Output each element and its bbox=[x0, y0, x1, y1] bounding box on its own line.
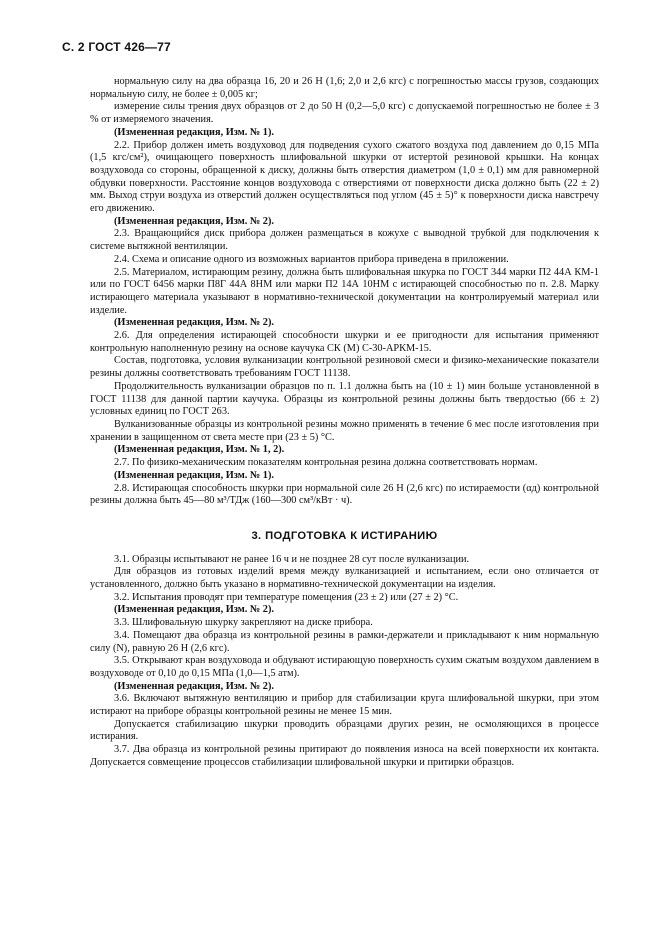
paragraph: 3.1. Образцы испытывают не ранее 16 ч и не позднее 28 сут после вулканизации. bbox=[114, 553, 470, 565]
paragraph: 3.5. Открывают кран воздуховода и обдувают истирающую поверхность сухим сжатым воздухом давлением в воздуховоде от 0,10 до 0,15 МПа (1,0—1,5 атм). bbox=[90, 655, 599, 679]
paragraph: 3.2. Испытания проводят при температуре помещения (23 ± 2) или (27 ± 2) °С. bbox=[114, 591, 459, 603]
paragraph: 3.3. Шлифовальную шкурку закрепляют на диске прибора. bbox=[114, 617, 373, 629]
paragraph: Продолжительность вулканизации образцов по п. 1.1 должна быть на (10 ± 1) мин больше установленной в ГОСТ 11138 для данной партии каучука. Образцы из контрольной резины должны быть твердостью (66 ± 2) условных единиц по ГОСТ 263. bbox=[90, 380, 599, 418]
section-heading: 3. ПОДГОТОВКА К ИСТИРАНИЮ bbox=[251, 529, 438, 542]
paragraph: Вулканизованные образцы из контрольной резины можно применять в течение 6 мес после изготовления при хранении в защищенном от света месте при (23 ± 5) °С. bbox=[90, 418, 599, 443]
paragraph: 2.5. Материалом, истирающим резину, должна быть шлифовальная шкурка по ГОСТ 344 марки П2 44А КМ-1 или по ГОСТ 6456 марки П8Г 44А 8НМ или марки П2 14А 10НМ с истирающей способностью по п. 2.8. Марку истирающего материала указывают в нормативно-технической документации на контролируемый материал или изделие. bbox=[90, 266, 599, 316]
paragraph: Для образцов из готовых изделий время между вулканизацией и испытанием, если оно отличается от установленного, должно быть указано в нормативно-технической документации на изделия. bbox=[90, 566, 599, 591]
paragraph: 2.7. По физико-механическим показателям контрольная резина должна соответствовать нормам. bbox=[114, 457, 538, 469]
paragraph: нормальную силу на два образца 16, 20 и 26 Н (1,6; 2,0 и 2,6 кгс) с погрешностью массы грузов, создающих нормальную силу, не более ± 0,005 кг; bbox=[90, 76, 599, 100]
paragraph: 2.3. Вращающийся диск прибора должен размещаться в кожухе с выводной трубкой для подключения к системе вытяжной вентиляции. bbox=[90, 228, 599, 253]
paragraph: 3.6. Включают вытяжную вентиляцию и прибор для стабилизации круга шлифовальной шкурки, при этом истирают на приборе образцы контрольной резины не менее 15 мин. bbox=[90, 693, 599, 718]
section-3-body bbox=[90, 554, 599, 770]
paragraph: 3.4. Помещают два образца из контрольной резины в рамки-держатели и прикладывают к ним нормальную силу (N), равную 26 Н (2,6 кгс). bbox=[90, 629, 599, 654]
paragraph: 2.2. Прибор должен иметь воздуховод для подведения сухого сжатого воздуха под давлением до 0,15 МПа (1,5 кгс/см²), очищающего поверхность шлифовальной шкурки от истертой резиновой крышки. На концах воздуховода со стороны, обращенной к диску, должны быть отверстия диаметром (1,0 ± 0,1) мм для равномерной обдувки поверхности. Расстояние концов воздуховода с отверстиями от поверхности диска должно быть (22 ± 2) мм. Выход струи воздуха из отверстий должен осуществляться под углом (45 ± 5)° к поверхности диска навстречу его движению. bbox=[90, 139, 599, 215]
document-body bbox=[90, 76, 599, 770]
paragraph: 3.7. Два образца из контрольной резины притирают до появления износа на всей поверхности их контакта. Допускается совмещение процессов стабилизации шлифовальной шкурки и притирки образцов. bbox=[90, 744, 599, 768]
amendment-note: (Измененная редакция, Изм. № 1, 2). bbox=[114, 444, 285, 456]
page-header: С. 2 ГОСТ 426—77 bbox=[62, 40, 171, 54]
paragraph: Допускается стабилизацию шкурки проводить образцами других резин, не осмоляющихся в процессе истирания. bbox=[90, 718, 599, 743]
amendment-note: (Измененная редакция, Изм. № 2). bbox=[114, 680, 274, 692]
paragraph: 2.8. Истирающая способность шкурки при нормальной силе 26 Н (2,6 кгс) по истираемости (αд) контрольной резины должна быть 45—80 м³/ТДж (160—300 см³/кВт · ч). bbox=[90, 482, 599, 507]
amendment-note: (Измененная редакция, Изм. № 2). bbox=[114, 604, 274, 616]
amendment-note: (Измененная редакция, Изм. № 1). bbox=[114, 469, 274, 481]
paragraph: Состав, подготовка, условия вулканизации контрольной резиновой смеси и физико-механические показатели резины должны соответствовать требованиям ГОСТ 11138. bbox=[90, 355, 599, 380]
paragraph: измерение силы трения двух образцов от 2 до 50 Н (0,2—5,0 кгс) с допускаемой погрешностью не более ± 3 % от измеряемого значения. bbox=[90, 101, 599, 126]
amendment-note: (Измененная редакция, Изм. № 2). bbox=[114, 317, 274, 329]
paragraph: 2.6. Для определения истирающей способности шкурки и ее пригодности для испытания применяют контрольную наполненную резину на основе каучука СК (М) С-30-АРКМ-15. bbox=[90, 330, 599, 354]
amendment-note: (Измененная редакция, Изм. № 1). bbox=[114, 126, 274, 138]
section-2-continuation bbox=[90, 76, 599, 508]
paragraph: 2.4. Схема и описание одного из возможных вариантов прибора приведена в приложении. bbox=[114, 253, 509, 265]
amendment-note: (Измененная редакция, Изм. № 2). bbox=[114, 215, 274, 227]
